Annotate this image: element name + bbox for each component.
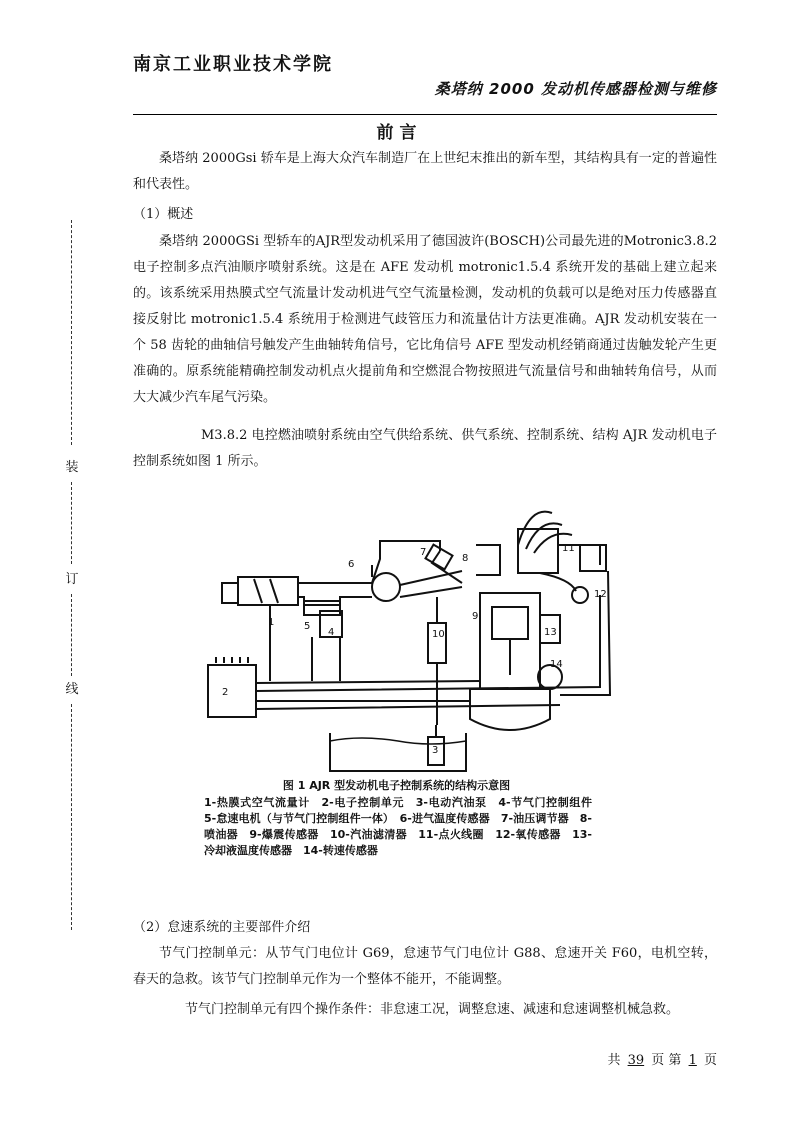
footer-middle: 页 第 xyxy=(651,1053,682,1068)
page-footer xyxy=(607,1049,717,1068)
binding-char-2: 订 xyxy=(63,568,81,587)
label-12: 12 xyxy=(594,589,607,600)
binding-char-3: 线 xyxy=(63,678,81,697)
label-1: 1 xyxy=(268,617,275,628)
label-13: 13 xyxy=(544,627,557,638)
document-subtitle: 桑塔纳 2000 发动机传感器检测与维修 xyxy=(434,80,717,98)
label-14: 14 xyxy=(550,659,563,670)
label-10: 10 xyxy=(432,629,445,640)
label-11: 11 xyxy=(562,543,575,554)
air-chamber-shape xyxy=(372,573,400,601)
footer-total-pages: 39 xyxy=(627,1053,645,1068)
air-flow-meter-shape xyxy=(238,577,298,605)
section2-heading: （2）怠速系统的主要部件介绍 xyxy=(133,920,311,935)
page-title: 前 言 xyxy=(376,123,417,143)
ecu-shape xyxy=(208,665,256,717)
section1-heading: （1）概述 xyxy=(133,207,194,222)
footer-suffix: 页 xyxy=(703,1053,717,1068)
label-5: 5 xyxy=(304,621,311,632)
school-name: 南京工业职业技术学院 xyxy=(133,54,333,75)
intro-paragraph: 桑塔纳 2000Gsi 轿车是上海大众汽车制造厂在上世纪末推出的新车型，其结构具有一定的普遍性和代表性。 xyxy=(133,151,717,192)
label-3: 3 xyxy=(432,745,439,756)
label-9: 9 xyxy=(472,611,479,622)
binding-char-1: 装 xyxy=(63,456,81,475)
label-6: 6 xyxy=(348,559,355,570)
footer-prefix: 共 xyxy=(607,1053,621,1068)
label-7: 7 xyxy=(420,547,427,558)
header-rule xyxy=(133,114,717,115)
label-4: 4 xyxy=(328,627,335,638)
engine-control-diagram xyxy=(200,505,620,773)
section2-paragraph-1: 节气门控制单元：从节气门电位计 G69，怠速节气门电位计 G88、怠速开关 F60，电机空转，春天的急救。该节气门控制单元作为一个整体不能开，不能调整。 xyxy=(133,946,717,987)
label-2: 2 xyxy=(222,687,229,698)
figure-legend: 1-热膜式空气流量计 2-电子控制单元 3-电动汽油泵 4-节气门控制组件 5-怠速电机（与节气门控制组件一体） 6-进气温度传感器 7-油压调节器 8-喷油器 9-爆震传感器 10-汽油滤清器 11-点火线圈 12-氧传感器 13-冷却液温度传感器 14-转速传感器 xyxy=(204,796,603,857)
section2-paragraph-2: 节气门控制单元有四个操作条件：非怠速工况，调整怠速、减速和怠速调整机械急救。 xyxy=(185,1002,680,1017)
figure-caption: 图 1 AJR 型发动机电子控制系统的结构示意图 xyxy=(282,779,511,792)
section1-paragraph-2: M3.8.2 电控燃油喷射系统由空气供给系统、供气系统、控制系统、结构 AJR 发动机电子控制系统如图 1 所示。 xyxy=(133,428,717,469)
binding-line xyxy=(65,220,79,930)
footer-current-page: 1 xyxy=(688,1053,697,1068)
label-8: 8 xyxy=(462,553,469,564)
section1-paragraph-1: 桑塔纳 2000GSi 型轿车的AJR型发动机采用了德国波许(BOSCH)公司最先进的Motronic3.8.2电子控制多点汽油顺序喷射系统。这是在 AFE 发动机 motronic1.5.4 系统开发的基础上建立起来的。该系统采用热膜式空气流量计发动机进气空气流量检测，发动机的负载可以是绝对压力传感器直接反射比 motronic1.5.4 系统用于检测进气歧管压力和流量估计方法更准确。AJR 发动机安装在一个 58 齿轮的曲轴信号触发产生曲轴转角信号，它比角信号 AFE 型发动机经销商通过齿触发轮产生更准确的。原系统能精确控制发动机点火提前角和空燃混合物按照进气流量信号和曲轴转角信号，从而大大减少汽车尾气污染。 xyxy=(133,234,717,405)
